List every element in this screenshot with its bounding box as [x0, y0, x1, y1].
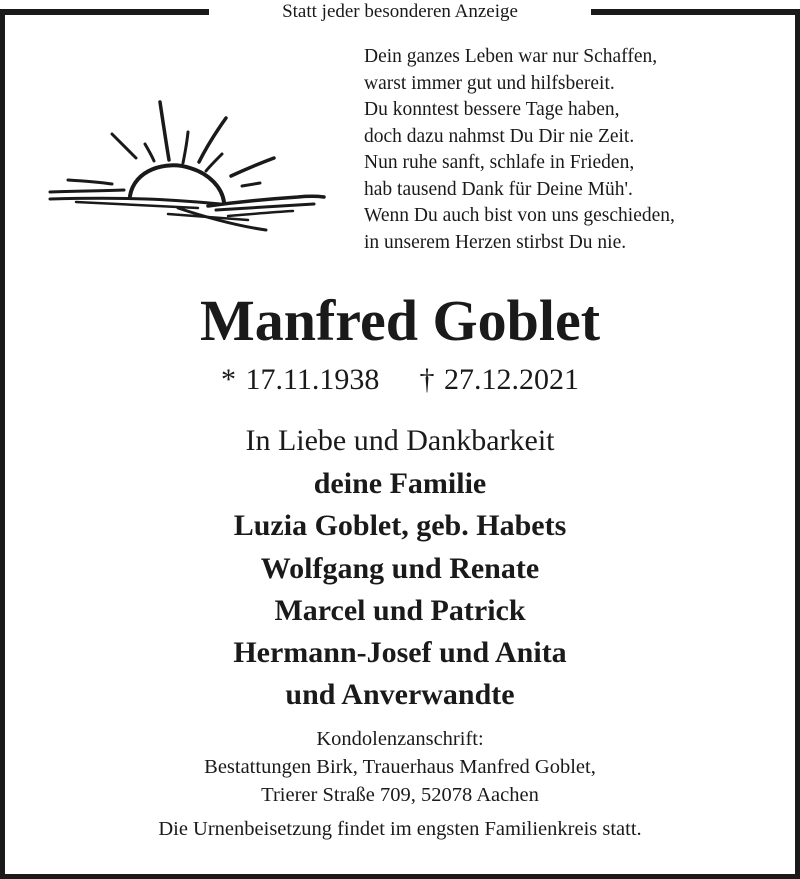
poem-line: Du konntest bessere Tage haben,: [364, 99, 620, 120]
mourner-line: und Anverwandte: [285, 678, 515, 712]
poem-line: Wenn Du auch bist von uns geschieden,: [364, 205, 675, 226]
sunset-icon: [48, 98, 326, 238]
poem-line: doch dazu nahmst Du Dir nie Zeit.: [364, 125, 635, 147]
mourner-line: Luzia Goblet, geb. Habets: [233, 509, 567, 543]
mourner-line: deine Familie: [313, 467, 487, 500]
mourners-intro: In Liebe und Dankbarkeit: [245, 424, 555, 457]
deceased-name: Manfred Goblet: [199, 288, 601, 353]
mourner-line: Marcel und Patrick: [274, 593, 526, 627]
condolence-line: Trierer Straße 709, 52078 Aachen: [261, 784, 539, 806]
condolence-label: Kondolenzanschrift:: [316, 728, 484, 750]
death-date: † 27.12.2021: [419, 363, 579, 396]
poem: [364, 44, 784, 256]
poem-line: Dein ganzes Leben war nur Schaffen,: [364, 46, 658, 67]
frame-bottom-border: [0, 874, 800, 879]
poem-line: warst immer gut und hilfsbereit.: [364, 72, 615, 94]
birth-date: * 17.11.1938: [221, 363, 380, 396]
mourner-line: Hermann-Josef und Anita: [233, 636, 567, 670]
header-notice: Statt jeder besonderen Anzeige: [282, 1, 518, 22]
poem-line: Nun ruhe sanft, schlafe in Frieden,: [364, 152, 635, 173]
mourners-list: [0, 463, 800, 717]
top-rule-right: [591, 9, 800, 15]
poem-line: hab tausend Dank für Deine Müh'.: [364, 178, 633, 200]
life-dates: [0, 360, 800, 400]
poem-line: in unserem Herzen stirbst Du nie.: [364, 231, 627, 253]
condolence-address: [0, 725, 800, 809]
mourner-line: Wolfgang und Renate: [260, 551, 540, 585]
burial-note: Die Urnenbeisetzung findet im engsten Familienkreis statt.: [158, 818, 642, 840]
condolence-line: Bestattungen Birk, Trauerhaus Manfred Goblet,: [204, 756, 596, 778]
top-rule-left: [0, 9, 209, 15]
